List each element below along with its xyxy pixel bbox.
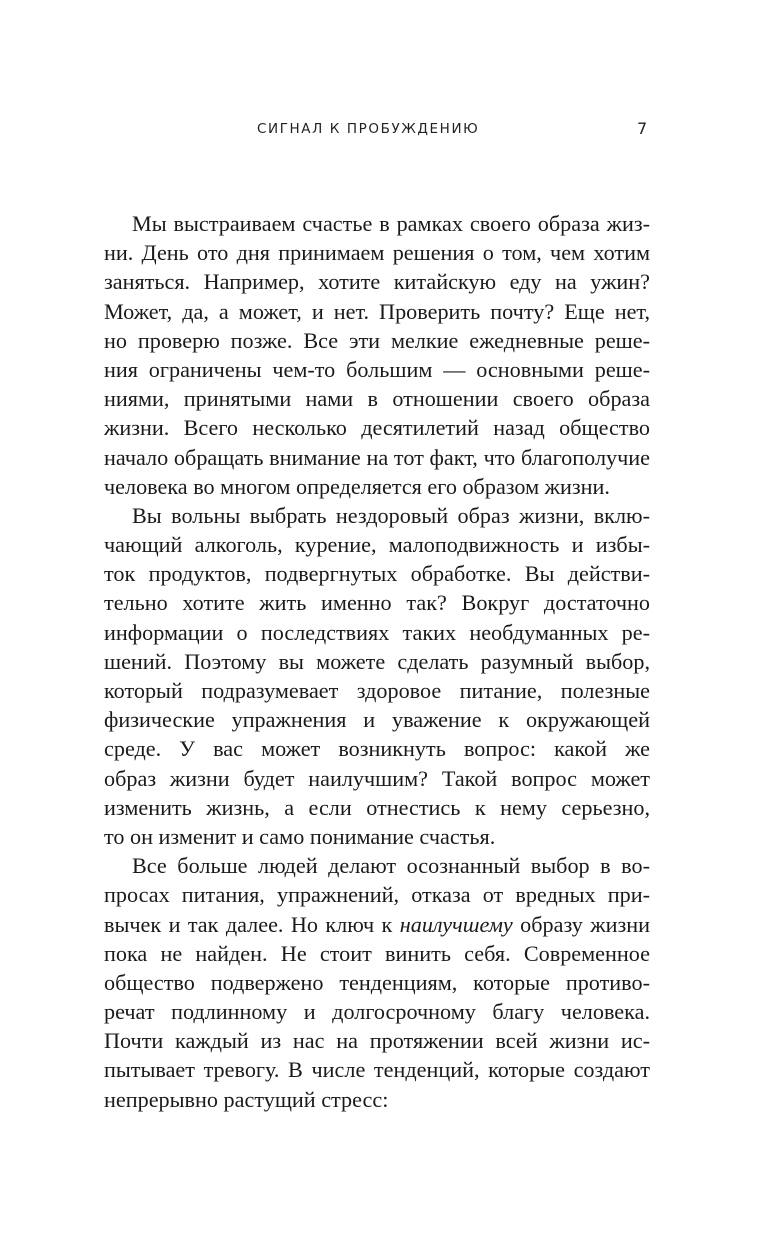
text-line: который подразумевает здоровое питание, полезные bbox=[104, 678, 650, 703]
text-line: ния ограничены чем-то большим — основными реше- bbox=[104, 356, 650, 382]
body-text bbox=[104, 209, 650, 1114]
text-line: информации о последствиях таких необдуманных ре- bbox=[104, 619, 650, 645]
text-line: Почти каждый из нас на протяжении всей жизни ис- bbox=[104, 1028, 650, 1054]
text-line: начало обращать внимание на тот факт, что благополучие bbox=[104, 444, 650, 470]
text-line: Все больше людей делают осознанный выбор в во- bbox=[132, 853, 650, 879]
text-line: пытывает тревогу. В числе тенденций, которые создают bbox=[104, 1057, 650, 1083]
text-line: ниями, принятыми нами в отношении своего образа bbox=[104, 386, 650, 412]
text-line: тельно хотите жить именно так? Вокруг достаточно bbox=[104, 590, 650, 616]
text-line: речат подлинному и долгосрочному благу человека. bbox=[104, 999, 650, 1025]
running-head bbox=[0, 117, 768, 141]
text-line: Вы вольны выбрать нездоровый образ жизни, вклю- bbox=[132, 502, 650, 528]
emphasis-word: наилучшему bbox=[399, 911, 513, 937]
text-line: заняться. Например, хотите китайскую еду на ужин? bbox=[104, 269, 650, 295]
text-line: ни. День ото дня принимаем решения о том, чем хотим bbox=[104, 240, 650, 266]
paragraph-2 bbox=[104, 501, 650, 851]
text-line: образ жизни будет наилучшим? Такой вопрос может bbox=[104, 765, 650, 791]
text-line: просах питания, упражнений, отказа от вредных при- bbox=[104, 882, 650, 908]
text-line: ток продуктов, подвергнутых обработке. Вы действи- bbox=[104, 561, 650, 587]
text-line: общество подвержено тенденциям, которые противо- bbox=[104, 969, 650, 995]
text-line: изменить жизнь, а если отнестись к нему серьезно, bbox=[104, 794, 650, 820]
text-line: то он изменит и само понимание счастья. bbox=[104, 823, 496, 849]
paragraph-1 bbox=[104, 209, 650, 501]
text-line: Мы выстраиваем счастье в рамках своего образа жиз- bbox=[132, 211, 650, 236]
running-title: СИГНАЛ К ПРОБУЖДЕНИЮ bbox=[257, 121, 480, 137]
text-line-with-emphasis bbox=[104, 910, 650, 939]
text-line: среде. У вас может возникнуть вопрос: какой же bbox=[104, 736, 650, 762]
text-line: непрерывно растущий стресс: bbox=[104, 1086, 389, 1112]
text-line: человека во многом определяется его образом жизни. bbox=[104, 473, 610, 499]
text-line: физические упражнения и уважение к окружающей bbox=[104, 707, 650, 733]
text-line: чающий алкоголь, курение, малоподвижность и избы- bbox=[104, 532, 650, 558]
paragraph-3 bbox=[104, 851, 650, 1114]
text-line: шений. Поэтому вы можете сделать разумный выбор, bbox=[104, 648, 650, 674]
page-number: 7 bbox=[637, 119, 648, 138]
text-run: вычек и так далее. Но ключ к bbox=[104, 911, 400, 937]
text-line: Может, да, а может, и нет. Проверить почту? Еще нет, bbox=[104, 298, 650, 324]
text-run: образу жизни bbox=[512, 911, 651, 937]
text-line: жизни. Всего несколько десятилетий назад общество bbox=[104, 415, 650, 441]
text-line: пока не найден. Не стоит винить себя. Современное bbox=[104, 940, 650, 966]
text-line: но проверю позже. Все эти мелкие ежедневные реше- bbox=[104, 327, 650, 353]
